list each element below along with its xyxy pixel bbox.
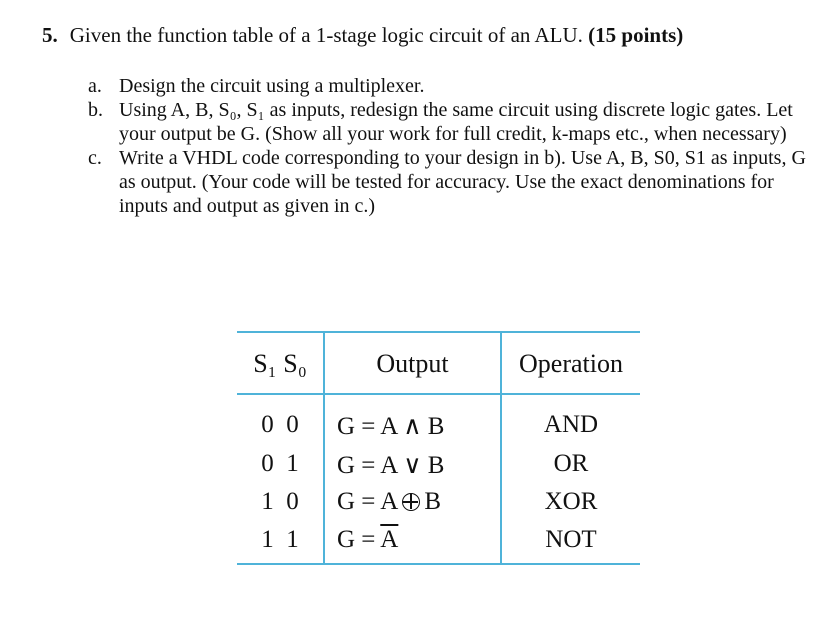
table-row-operation: AND xyxy=(543,411,599,438)
table-row-output xyxy=(337,488,497,516)
table-bottom-rule xyxy=(237,563,640,565)
table-row-select xyxy=(237,488,323,516)
question-points: (15 points) xyxy=(588,23,684,47)
part-c xyxy=(88,146,808,218)
question-text: Given the function table of a 1-stage logic circuit of an ALU. xyxy=(69,23,583,47)
output-expression: G = A xyxy=(337,488,399,515)
xor-icon xyxy=(402,493,420,511)
table-row-select xyxy=(237,411,323,439)
s0-value: 1 xyxy=(286,450,299,477)
s1-value: 0 xyxy=(261,411,274,438)
s1-value: 1 xyxy=(261,526,274,553)
part-a xyxy=(88,74,808,98)
function-table xyxy=(237,331,640,566)
output-complement: $\overline{A}$ xyxy=(380,526,399,553)
table-row-select xyxy=(237,450,323,478)
s1-value: 0 xyxy=(261,450,274,477)
question-number: 5. xyxy=(42,23,58,47)
s1-value: 1 xyxy=(261,488,274,515)
header-operation: Operation xyxy=(519,349,623,378)
question-heading xyxy=(42,22,683,48)
table-top-rule xyxy=(237,331,640,333)
part-letter: c. xyxy=(88,147,102,169)
part-letter: a. xyxy=(88,75,102,97)
table-row-operation: NOT xyxy=(545,526,597,553)
s0-value: 0 xyxy=(286,488,299,515)
part-letter: b. xyxy=(88,99,103,121)
output-expression: G = xyxy=(337,526,381,553)
table-row-output: G = A ∧ B xyxy=(337,413,445,440)
part-text: Design the circuit using a multiplexer. xyxy=(119,75,425,97)
part-text: Using A, B, S₀, S₁ as inputs, redesign the same circuit using discrete logic gates. Let your output be G. (Show all your work for full credit, k-maps etc., when necessary) xyxy=(119,99,793,145)
part-text: Write a VHDL code corresponding to your design in b). Use A, B, S0, S1 as inputs, G as output. (Your code will be tested for accuracy. Use the exact denominations for inputs and output as given in c.) xyxy=(119,147,806,217)
table-row-output xyxy=(337,526,497,554)
table-header-rule xyxy=(237,393,640,395)
header-output: Output xyxy=(376,349,449,378)
s0-value: 1 xyxy=(286,526,299,553)
question-parts xyxy=(88,74,808,218)
output-operand: B xyxy=(424,488,442,515)
table-row-output: G = A ∨ B xyxy=(337,452,445,479)
s0-value: 0 xyxy=(286,411,299,438)
header-select: S₁ S₀ xyxy=(253,349,307,378)
table-row-operation: OR xyxy=(553,450,589,477)
table-row-operation: XOR xyxy=(544,488,598,515)
part-b xyxy=(88,98,808,146)
table-row-select xyxy=(237,526,323,554)
